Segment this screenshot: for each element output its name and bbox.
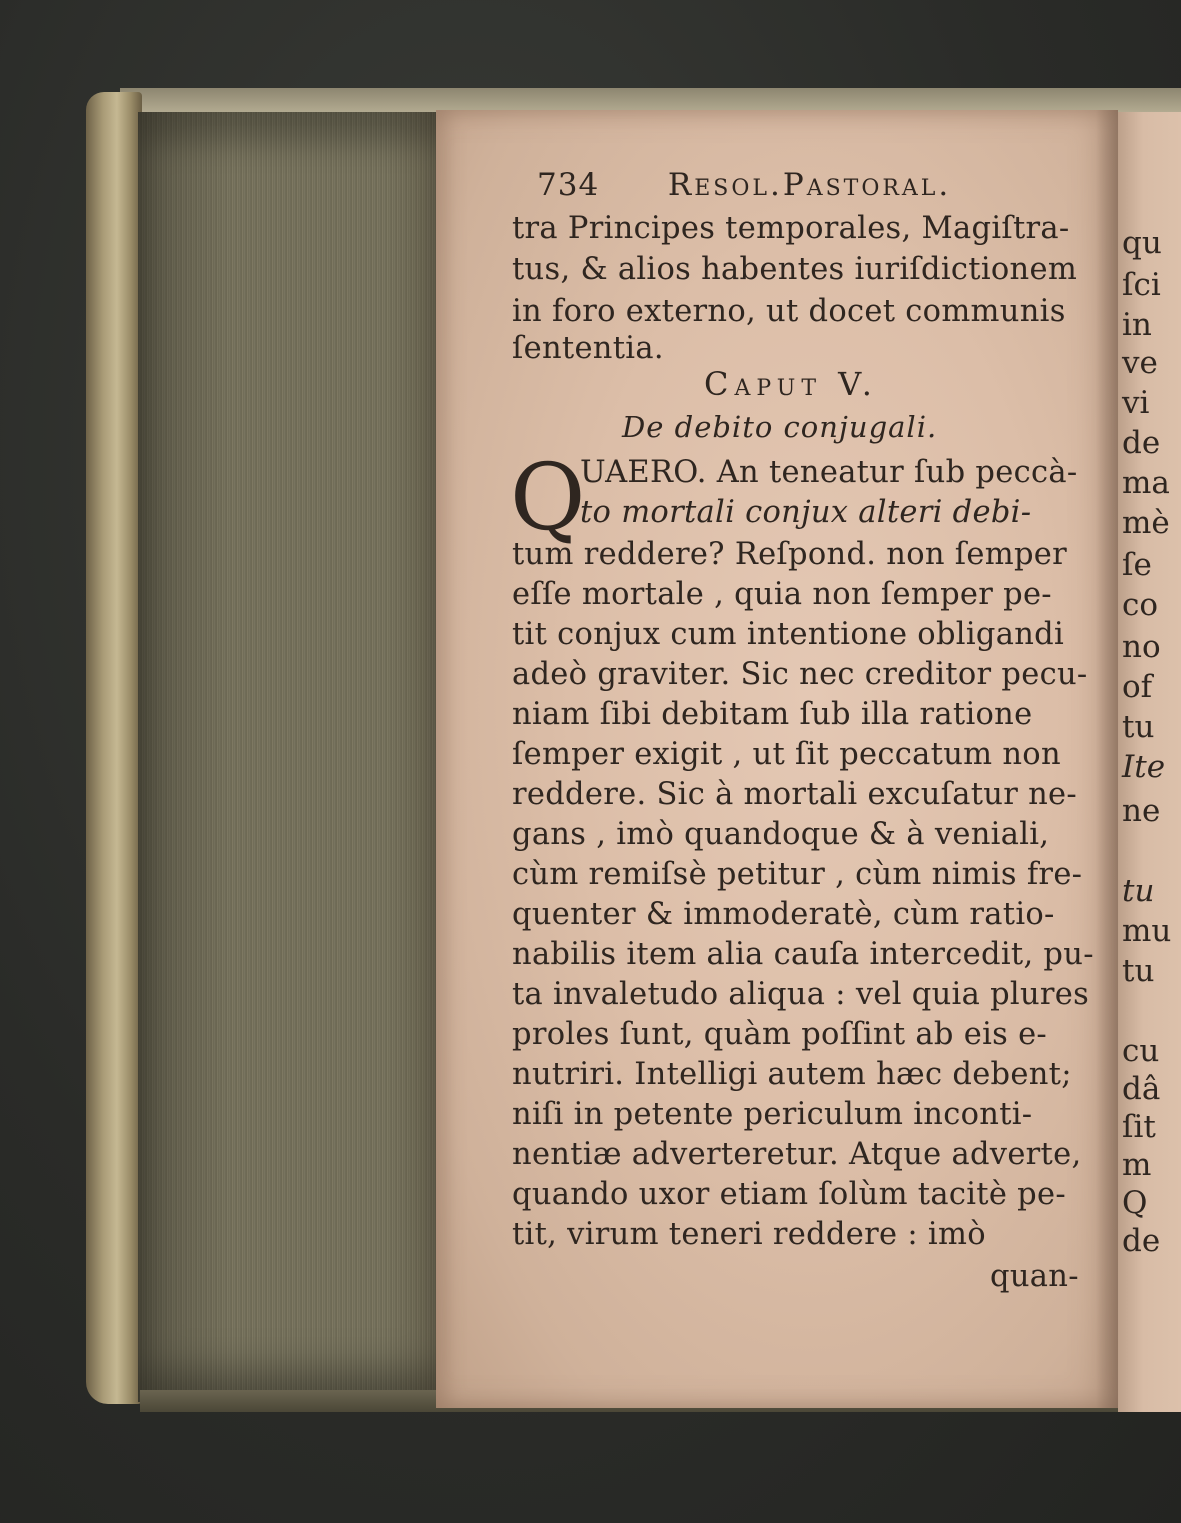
facing-text-fragment: of <box>1122 669 1153 705</box>
facing-text-fragment: dâ <box>1122 1071 1161 1107</box>
gutter-shadow <box>1096 110 1118 1408</box>
text-line: gans , imò quandoque & à veniali, <box>512 817 1050 852</box>
facing-text-fragment: mu <box>1122 913 1172 949</box>
facing-text-fragment: ve <box>1122 345 1158 381</box>
facing-text-fragment: Ite <box>1122 749 1166 785</box>
text-line: tit, virum teneri reddere : imò <box>512 1217 986 1252</box>
text-line: to mortali conjux alteri debi- <box>580 495 1032 530</box>
facing-text-fragment: cu <box>1122 1033 1160 1069</box>
text-line: in foro externo, ut docet communis <box>512 294 1066 329</box>
text-line: reddere. Sic à mortali excuſatur ne- <box>512 777 1077 812</box>
text-line: tit conjux cum intentione obligandi <box>512 617 1065 652</box>
text-line: nentiæ adverteretur. Atque adverte, <box>512 1137 1082 1172</box>
text-line: ta invaletudo aliqua : vel quia plures <box>512 977 1090 1012</box>
spine-edge <box>86 92 142 1404</box>
text-line: proles ſunt, quàm poſſint ab eis e- <box>512 1017 1048 1052</box>
text-line: quenter & immoderatè, cùm ratio- <box>512 897 1055 932</box>
page-block-shading <box>138 112 448 1402</box>
text-line: eſſe mortale , quia non ſemper pe- <box>512 577 1052 612</box>
drop-cap: Q <box>510 444 586 551</box>
facing-text-fragment: ſit <box>1122 1109 1156 1145</box>
text-line: UAERO. An teneatur ſub peccà- <box>580 455 1078 490</box>
running-title: Resol.Pastoral. <box>667 167 952 203</box>
text-line: tum reddere? Reſpond. non ſemper <box>512 537 1068 572</box>
text-line: cùm remiſsè petitur , cùm nimis fre- <box>512 857 1083 892</box>
facing-text-fragment: ne <box>1122 793 1161 829</box>
facing-text-fragment: ſci <box>1122 267 1161 303</box>
text-line: nutriri. Intelligi autem hæc debent; <box>512 1057 1072 1092</box>
text-line: niam ſibi debitam ſub illa ratione <box>512 697 1033 732</box>
facing-text-fragment: no <box>1122 629 1161 665</box>
facing-text-fragment: tu <box>1122 709 1155 745</box>
text-line: niſi in petente periculum inconti- <box>512 1097 1033 1132</box>
chapter-subheading: De debito conjugali. <box>622 410 938 444</box>
text-line: tra Principes temporales, Magiſtra- <box>512 211 1070 246</box>
facing-text-fragment: qu <box>1122 225 1162 261</box>
page-number: 734 <box>537 167 600 203</box>
text-line: ſententia. <box>512 331 664 366</box>
text-line: tus, & alios habentes iuriſdictionem <box>512 252 1078 287</box>
facing-text-fragment: tu <box>1122 873 1155 909</box>
running-head <box>537 167 952 203</box>
facing-text-fragment: ma <box>1122 465 1170 501</box>
catchword: quan- <box>990 1259 1079 1294</box>
facing-text-fragment: tu <box>1122 953 1155 989</box>
chapter-heading: Caput V. <box>704 365 878 403</box>
facing-text-fragment: de <box>1122 425 1161 461</box>
text-line: quando uxor etiam ſolùm tacitè pe- <box>512 1177 1066 1212</box>
text-line: ſemper exigit , ut ſit peccatum non <box>512 737 1061 772</box>
facing-text-fragment: Q <box>1122 1185 1148 1221</box>
facing-text-fragment: de <box>1122 1223 1161 1259</box>
facing-text-fragment: ſe <box>1122 547 1152 583</box>
text-line: nabilis item alia cauſa intercedit, pu- <box>512 937 1094 972</box>
facing-text-fragment: mè <box>1122 505 1170 541</box>
text-line: adeò graviter. Sic nec creditor pecu- <box>512 657 1088 692</box>
facing-text-fragment: m <box>1122 1147 1152 1183</box>
facing-text-fragment: co <box>1122 587 1159 623</box>
facing-text-fragment: in <box>1122 307 1152 343</box>
facing-text-fragment: vi <box>1122 385 1150 421</box>
